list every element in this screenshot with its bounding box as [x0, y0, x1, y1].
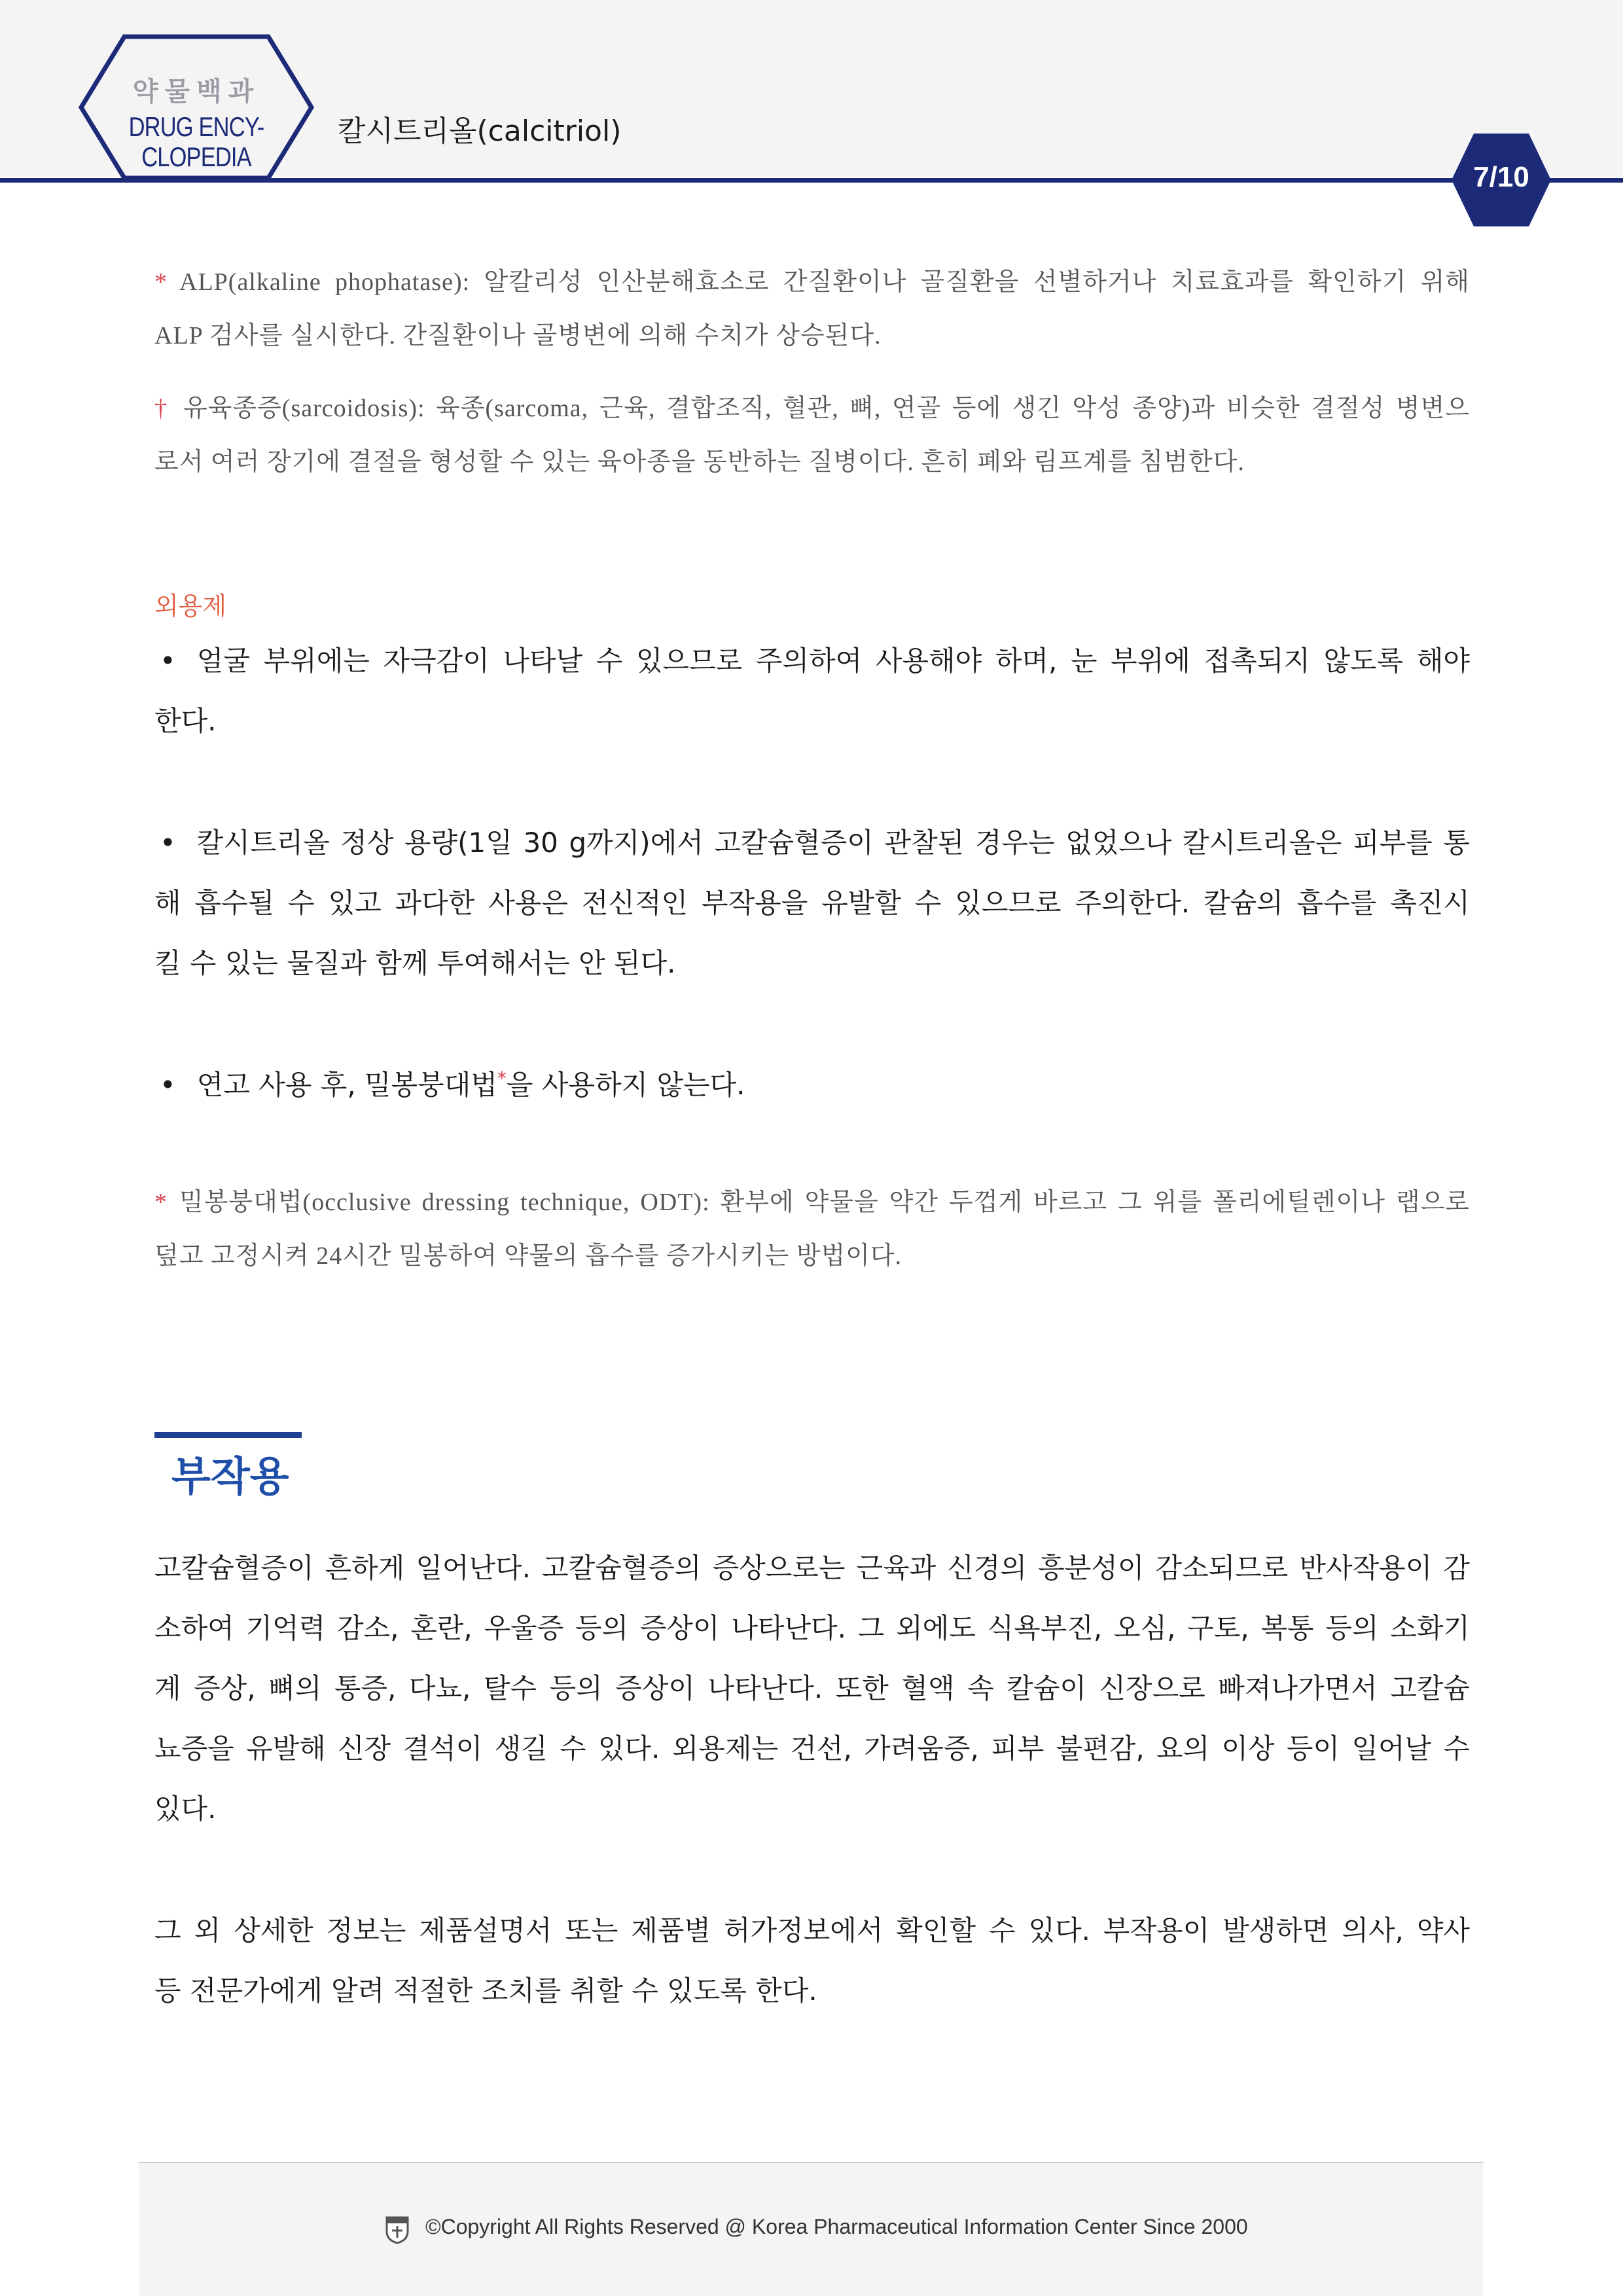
- side-effects-paragraph-2: [154, 1901, 1470, 2021]
- side-effects-p2-line2: 등 전문가에게 알려 적절한 조치를 취할 수 있도록 한다.: [154, 1975, 817, 2007]
- side-effects-p1-line2: 소하여 기억력 감소, 혼란, 우울증 등의 증상이 나타난다. 그 외에도 식욕부진, 오심, 구토, 복통 등의 소화기: [154, 1612, 1470, 1644]
- footnote-marker: †: [154, 395, 171, 422]
- side-effects-p1-line1: 고칼슘혈증이 흔하게 일어난다. 고칼슘혈증의 증상으로는 근육과 신경의 흥분성이 감소되므로 반사작용이 감: [154, 1552, 1470, 1584]
- footnote-sarcoidosis-line1: † 유육종증(sarcoidosis): 육종(sarcoma, 근육, 결합조직, 혈관, 뼈, 연골 등에 생긴 악성 종양)과 비슷한 결절성 병변으: [154, 395, 1470, 422]
- bullet: •: [160, 645, 176, 677]
- logo-korean-text: 약물백과: [132, 77, 260, 107]
- logo-english-line2: CLOPEDIA: [141, 141, 251, 172]
- footnote-odt-line1: * 밀봉붕대법(occlusive dressing technique, ODT): 환부에 약물을 약간 두껍게 바르고 그 위를 폴리에틸렌이나 랩으로: [154, 1189, 1470, 1216]
- footnote-odt-line2: 덮고 고정시켜 24시간 밀봉하여 약물의 흡수를 증가시키는 방법이다.: [154, 1242, 902, 1270]
- topical-item-3-text-before: 연고 사용 후, 밀봉붕대법: [196, 1069, 497, 1101]
- topical-item-3-text-after: 을 사용하지 않는다.: [506, 1069, 745, 1101]
- copyright-text: ©Copyright All Rights Reserved @ Korea Pharmaceutical Information Center Since 2000: [425, 2215, 1248, 2238]
- topical-item-2-line2: 해 흡수될 수 있고 과다한 사용은 전신적인 부작용을 유발할 수 있으므로 주의한다. 칼슘의 흡수를 촉진시: [154, 887, 1470, 919]
- footnote-marker: *: [154, 1189, 168, 1216]
- logo-english-line1: DRUG ENCY-: [128, 111, 264, 142]
- topical-item-2-line3: 킬 수 있는 물질과 함께 투여해서는 안 된다.: [154, 947, 676, 979]
- footnote-alp: [154, 255, 1470, 363]
- page-number: 7/10: [1473, 161, 1529, 193]
- section-title-underline: [154, 1432, 302, 1438]
- footnote-alp-line1: * ALP(alkaline phophatase): 알칼리성 인산분해효소로 간질환이나 골질환을 선별하거나 치료효과를 확인하기 위해: [154, 268, 1470, 296]
- topical-item-1-line1: • 얼굴 부위에는 자극감이 나타날 수 있으므로 주의하여 사용해야 하며, 눈 부위에 접촉되지 않도록 해야: [160, 645, 1470, 677]
- footer-divider: [139, 2162, 1483, 2163]
- footnote-sarcoidosis: [154, 382, 1470, 489]
- topical-item-1: [154, 631, 1470, 751]
- topical-item-1-line2: 한다.: [154, 705, 217, 737]
- page-number-badge: [1449, 131, 1554, 229]
- footnote-alp-line2: ALP 검사를 실시한다. 간질환이나 골병변에 의해 수치가 상승된다.: [154, 322, 882, 350]
- section-title-side-effects: 부작용: [171, 1452, 289, 1500]
- footnote-marker: *: [154, 268, 168, 296]
- document-title: 칼시트리올(calcitriol): [338, 115, 622, 148]
- footnote-reference-marker: *: [497, 1067, 507, 1089]
- footnote-sarcoidosis-line2: 로서 여러 장기에 결절을 형성할 수 있는 육아종을 동반하는 질병이다. 흔히 폐와 림프계를 침범한다.: [154, 448, 1245, 476]
- bullet: •: [160, 827, 176, 859]
- topical-item-3: [154, 1055, 1470, 1115]
- side-effects-p2-line1: 그 외 상세한 정보는 제품설명서 또는 제품별 허가정보에서 확인할 수 있다. 부작용이 발생하면 의사, 약사: [154, 1914, 1470, 1946]
- topical-item-2-line1: • 칼시트리올 정상 용량(1일 30 g까지)에서 고칼슘혈증이 관찰된 경우는 없었으나 칼시트리올은 피부를 통: [160, 827, 1470, 859]
- topical-item-2: [154, 813, 1470, 994]
- topical-label: 외용제: [154, 592, 227, 620]
- side-effects-p1-line5: 있다.: [154, 1793, 217, 1825]
- footnote-odt: [154, 1175, 1470, 1283]
- drug-encyclopedia-logo: [79, 34, 314, 185]
- bullet: •: [160, 1069, 176, 1101]
- shield-crest-icon: [385, 2215, 410, 2244]
- side-effects-paragraph-1: [154, 1538, 1470, 1839]
- side-effects-p1-line3: 계 증상, 뼈의 통증, 다뇨, 탈수 등의 증상이 나타난다. 또한 혈액 속 칼슘이 신장으로 빠져나가면서 고칼슘: [154, 1672, 1470, 1704]
- side-effects-p1-line4: 뇨증을 유발해 신장 결석이 생길 수 있다. 외용제는 건선, 가려움증, 피부 불편감, 요의 이상 등이 일어날 수: [154, 1732, 1470, 1765]
